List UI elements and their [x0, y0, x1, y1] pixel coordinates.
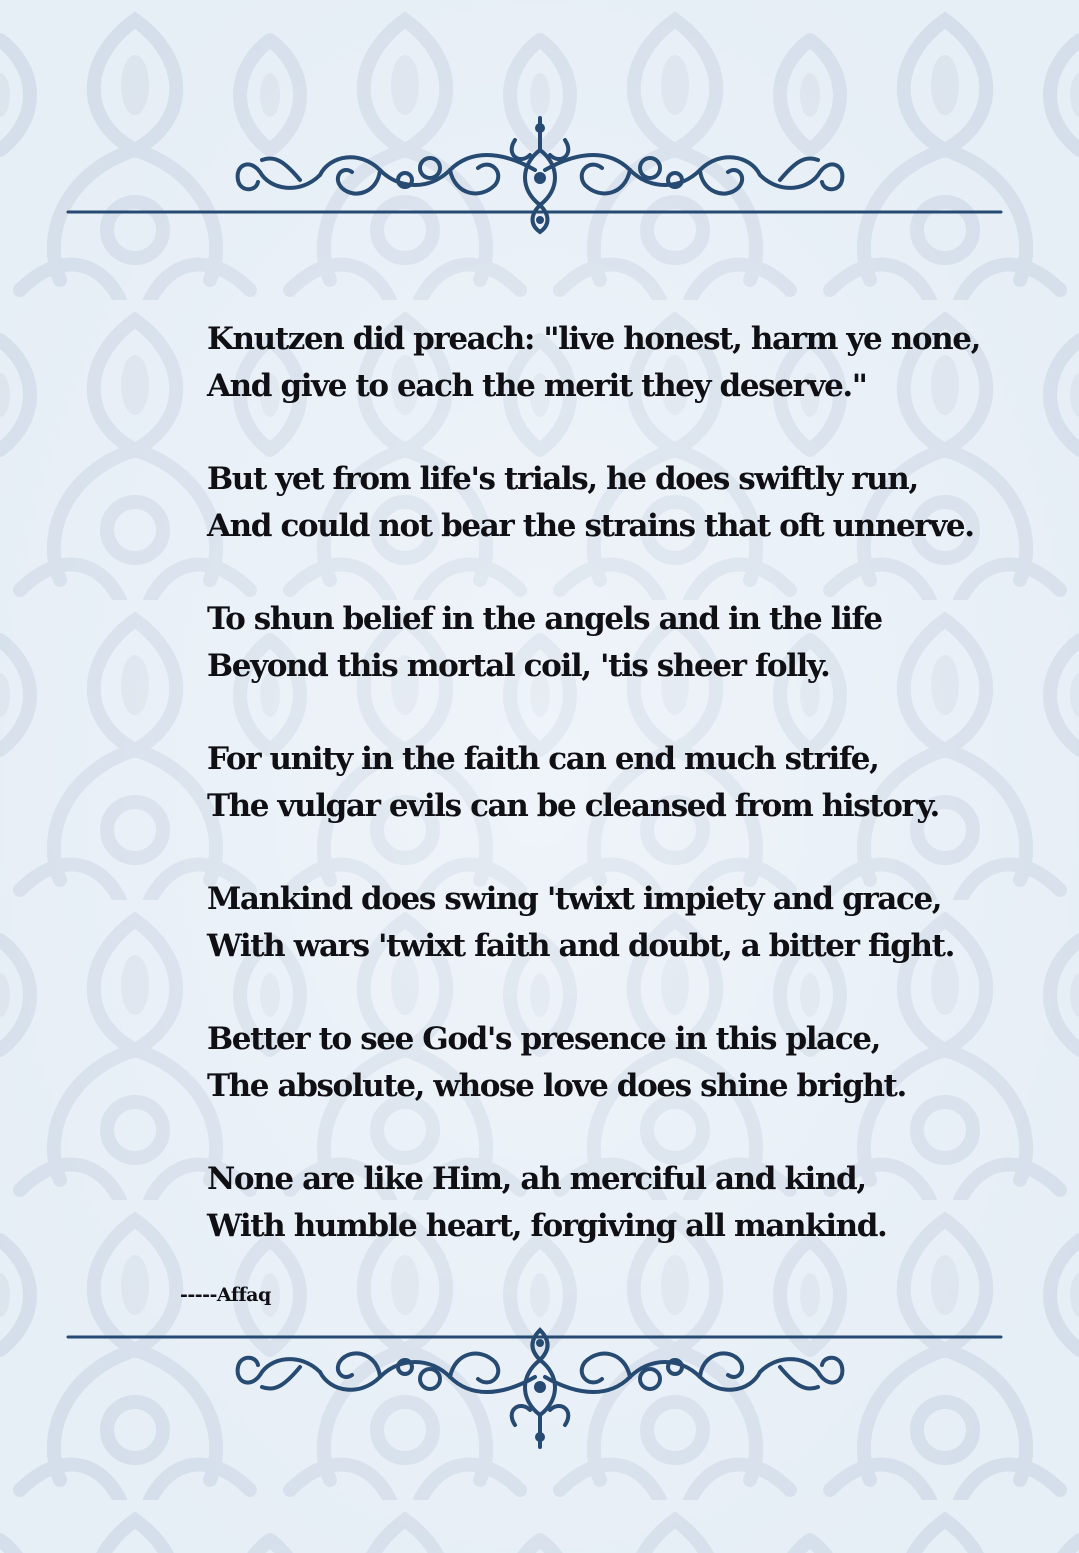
stanza — [207, 456, 974, 550]
poem-line: The vulgar evils can be cleansed from history. — [207, 788, 939, 824]
poem-line: With humble heart, forgiving all mankind. — [207, 1208, 887, 1244]
poem-line: Beyond this mortal coil, 'tis sheer folly. — [207, 648, 830, 684]
poem-line: None are like Him, ah merciful and kind, — [207, 1161, 866, 1197]
poem-line: Better to see God's presence in this place, — [207, 1021, 881, 1057]
poem-line: And give to each the merit they deserve." — [207, 368, 867, 404]
poem-line: The absolute, whose love does shine bright. — [207, 1068, 906, 1104]
poem-line: With wars 'twixt faith and doubt, a bitter fight. — [207, 928, 954, 964]
top-ornament — [0, 110, 1079, 250]
stanza — [207, 736, 967, 830]
poem-signature: -----Affaq — [180, 1284, 271, 1306]
poem-line: And could not bear the strains that oft unnerve. — [207, 508, 974, 544]
poem-body — [207, 316, 981, 1296]
poem-line: For unity in the faith can end much strife, — [207, 741, 879, 777]
poem-line: Knutzen did preach: "live honest, harm ye none, — [207, 321, 981, 357]
poem-line: But yet from life's trials, he does swiftly run, — [207, 461, 918, 497]
stanza — [207, 1016, 967, 1110]
scroll-ornament-icon — [68, 118, 1001, 232]
stanza — [207, 316, 981, 410]
bottom-ornament — [0, 1315, 1079, 1455]
stanza — [207, 876, 967, 970]
poem-line: To shun belief in the angels and in the life — [207, 601, 882, 637]
stanza — [207, 1156, 967, 1250]
stanza — [207, 596, 967, 690]
poem-line: Mankind does swing 'twixt impiety and grace, — [207, 881, 942, 917]
